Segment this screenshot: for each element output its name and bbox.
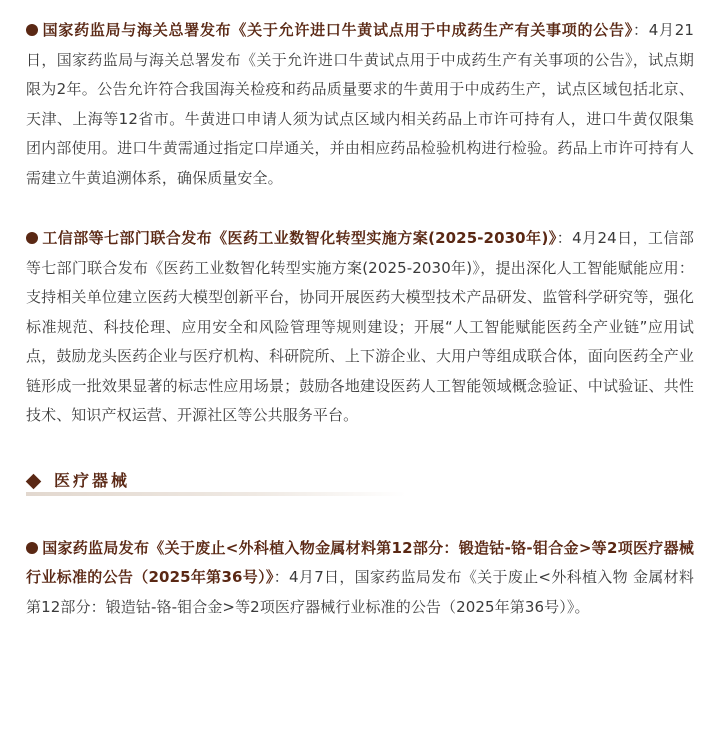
- section-divider: [26, 492, 406, 496]
- section-header-medical-devices: [26, 471, 406, 497]
- section-title: 医疗器械: [54, 470, 131, 490]
- news-item-standard-repeal: [26, 534, 694, 623]
- news-body: ：4月7日，国家药监局发布《关于废止<外科植入物 金属材料 第12部分：锻造钴-铬-钼合金>等2项医疗器械行业标准的公告（2025年第36号）》。: [26, 568, 694, 616]
- article-content: [26, 16, 694, 622]
- news-body: ：4月21日，国家药监局与海关总署发布《关于允许进口牛黄试点用于中成药生产有关事项的公告》，试点期限为2年。公告允许符合我国海关检疫和药品质量要求的牛黄用于中成药生产，试点区域包括北京、天津、上海等12省市。牛黄进口申请人须为试点区域内相关药品上市许可持有人，进口牛黄仅限集团内部使用。进口牛黄需通过指定口岸通关，并由相应药品检验机构进行检验。药品上市许可持有人需建立牛黄追溯体系，确保质量安全。: [26, 21, 694, 187]
- paragraph-gap: [26, 497, 694, 534]
- news-headline: 国家药监局与海关总署发布《关于允许进口牛黄试点用于中成药生产有关事项的公告》: [42, 21, 633, 39]
- diamond-bullet-icon: [26, 473, 42, 489]
- news-headline: 工信部等七部门联合发布《医药工业数智化转型实施方案(2025-2030年)》: [42, 229, 557, 247]
- round-bullet-icon: [26, 24, 38, 36]
- paragraph-gap: [26, 431, 694, 471]
- round-bullet-icon: [26, 232, 38, 244]
- news-body: ：4月24日，工信部等七部门联合发布《医药工业数智化转型实施方案(2025-2030年)》，提出深化人工智能赋能应用：支持相关单位建立医药大模型创新平台，协同开展医药大模型技术产品研发、监管科学研究等，强化标准规范、科技伦理、应用安全和风险管理等规则建设；开展“人工智能赋能医药全产业链”应用试点，鼓励龙头医药企业与医疗机构、科研院所、上下游企业、大用户等组成联合体，面向医药全产业链形成一批效果显著的标志性应用场景；鼓励各地建设医药人工智能领域概念验证、中试验证、共性技术、知识产权运营、开源社区等公共服务平台。: [26, 229, 694, 424]
- paragraph-gap: [26, 193, 694, 224]
- news-item-niuhuang-import: [26, 16, 694, 193]
- round-bullet-icon: [26, 542, 38, 554]
- news-item-pharma-digital-plan: [26, 224, 694, 431]
- news-headline: 国家药监局发布《关于废止<外科植入物金属材料第12部分：锻造钴-铬-钼合金>等2项医疗器械行业标准的公告（2025年第36号）》: [26, 538, 694, 586]
